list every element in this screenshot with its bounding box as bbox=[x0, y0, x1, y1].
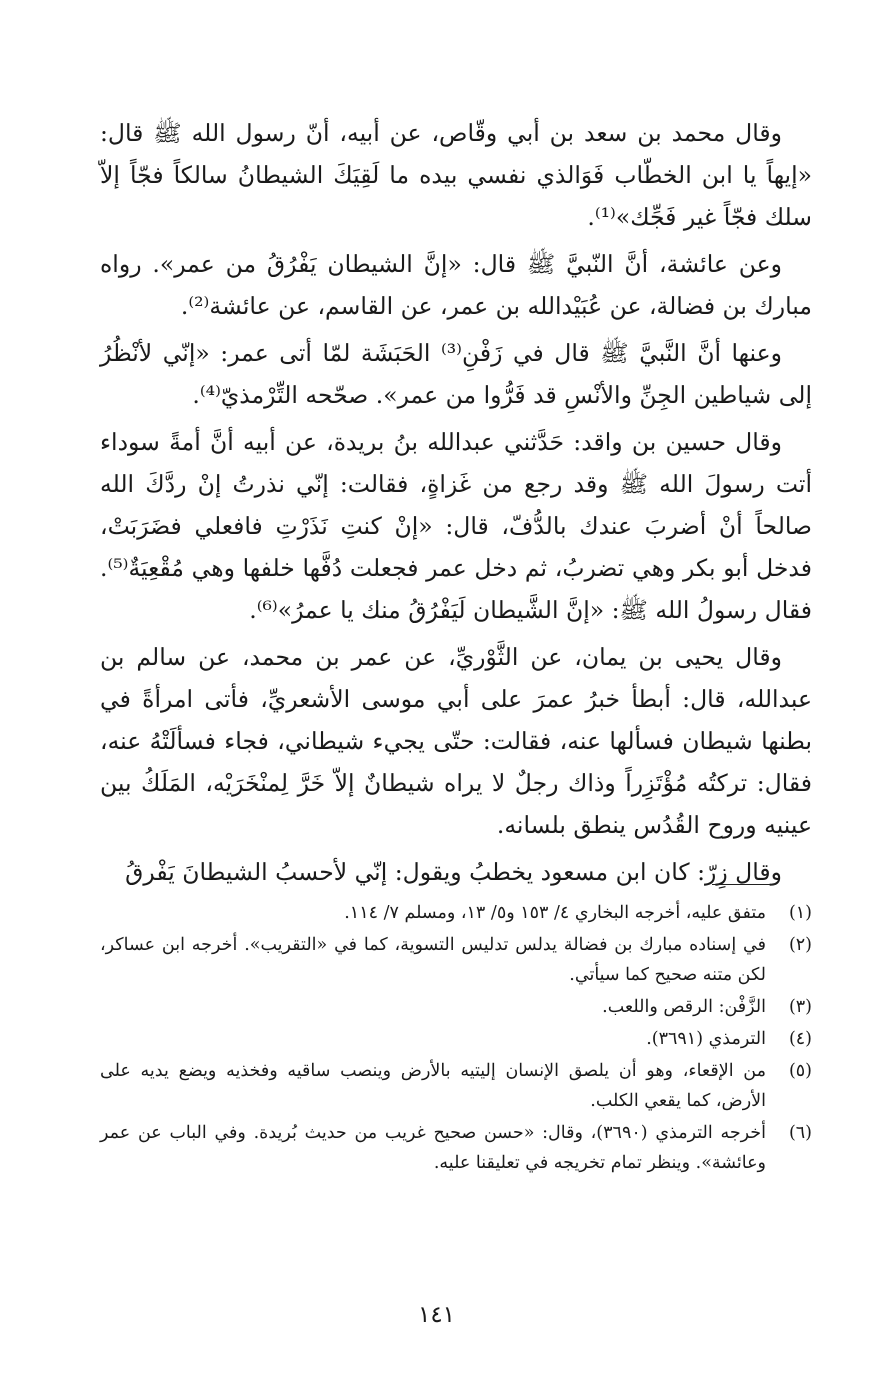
paragraph-1: وقال محمد بن سعد بن أبي وقّاص، عن أبيه، أنّ رسول الله ﷺ قال: «إيهاً يا ابن الخطّاب فَوَالذي نفسي بيده ما لَقِيَكَ الشيطانُ سالكاً فجّاً إلاّ سلك فجّاً غير فَجِّك»⁽¹⁾. bbox=[100, 119, 812, 231]
paragraph-6: وقال زِرّ: كان ابن مسعود يخطبُ ويقول: إنّي لأحسبُ الشيطانَ يَفْرقُ bbox=[125, 858, 782, 886]
footnote-number: (٣) bbox=[788, 997, 812, 1017]
footnote-5 bbox=[100, 1056, 812, 1116]
paragraph-5: وقال يحيى بن يمان، عن الثَّوْريِّ، عن عمر بن محمد، عن سالم بن عبدالله، قال: أبطأ خبرُ عمرَ على أبي موسى الأشعريِّ، فأتى امرأةً في بطنها شيطان فسألها عنه، فقالت: حتّى يجيء شيطاني، فجاء فسألَتْهُ عنه، فقال: تركتُه مُؤْتَزِراً وذاك رجلٌ لا يراه شيطانٌ إلاّ خَرَّ لِمنْخَرَيْه، المَلَكُ بين عينيه وروح القُدُس ينطق بلسانه. bbox=[100, 643, 812, 839]
paragraph-3: وعنها أنَّ النَّبيَّ ﷺ قال في زَفْنِ⁽³⁾ الحَبَشَة لمّا أتى عمر: «إنّي لأنْظُرُ إلى شياطين الجِنِّ والأنْسِ قد فَرُّوا من عمر». صحّحه التِّرْمذيّ⁽⁴⁾. bbox=[100, 339, 812, 409]
footnote-text: الزَّفْن: الرقص واللعب. bbox=[602, 997, 766, 1017]
page-number: ١٤١ bbox=[417, 1302, 456, 1328]
paragraph-4: وقال حسين بن واقد: حَدَّثني عبدالله بنُ بريدة، عن أبيه أنَّ أمةً سوداء أتت رسولَ الله ﷺ وقد رجع من غَزاةٍ، فقالت: إنّي نذرتُ إنْ ردَّكَ الله صالحاً أنْ أضربَ عندك بالدُّفّ، قال: «إنْ كنتِ نَذَرْتِ فافعلي فضَرَبَتْ، فدخل أبو بكر وهي تضربُ، ثم دخل عمر فجعلت دُفَّها خلفها وهي مُقْعِيَةٌ⁽⁵⁾. فقال رسولُ الله ﷺ: «إنَّ الشَّيطان لَيَفْرُقُ منك يا عمرُ»⁽⁶⁾. bbox=[100, 428, 812, 624]
footnote-number: (٤) bbox=[788, 1029, 812, 1049]
footnote-divider bbox=[712, 884, 775, 885]
main-text bbox=[100, 112, 812, 898]
footnote-4 bbox=[100, 1024, 812, 1054]
footnote-text: أخرجه الترمذي (٣٦٩٠)، وقال: «حسن صحيح غريب من حديث بُريدة. وفي الباب عن عمر وعائشة». وينظر تمام تخريجه في تعليقنا عليه. bbox=[100, 1123, 766, 1173]
footnote-2 bbox=[100, 930, 812, 990]
footnote-6 bbox=[100, 1118, 812, 1178]
footnote-number: (١) bbox=[788, 903, 812, 923]
footnote-1 bbox=[100, 898, 812, 928]
footnote-text: في إسناده مبارك بن فضالة يدلس تدليس التسوية، كما في «التقريب». أخرجه ابن عساكر، لكن متنه صحيح كما سيأتي. bbox=[100, 935, 766, 985]
footnote-text: الترمذي (٣٦٩١). bbox=[646, 1029, 766, 1049]
footnote-number: (٢) bbox=[788, 935, 812, 955]
footnote-text: من الإقعاء، وهو أن يلصق الإنسان إليتيه بالأرض وينصب ساقيه وفخذيه ويضع يديه على الأرض، كما يقعي الكلب. bbox=[100, 1061, 766, 1111]
paragraph-2: وعن عائشة، أنَّ النّبيَّ ﷺ قال: «إنَّ الشيطان يَفْرُقُ من عمر». رواه مبارك بن فضالة، عن عُبَيْدالله بن عمر، عن القاسم، عن عائشة⁽²⁾. bbox=[100, 250, 812, 320]
footnote-text: متفق عليه، أخرجه البخاري ٤/ ١٥٣ و٥/ ١٣، ومسلم ٧/ ١١٤. bbox=[344, 903, 766, 923]
footnote-number: (٥) bbox=[788, 1061, 812, 1081]
footnote-3 bbox=[100, 992, 812, 1022]
footnotes bbox=[100, 898, 812, 1180]
footnote-number: (٦) bbox=[788, 1123, 812, 1143]
